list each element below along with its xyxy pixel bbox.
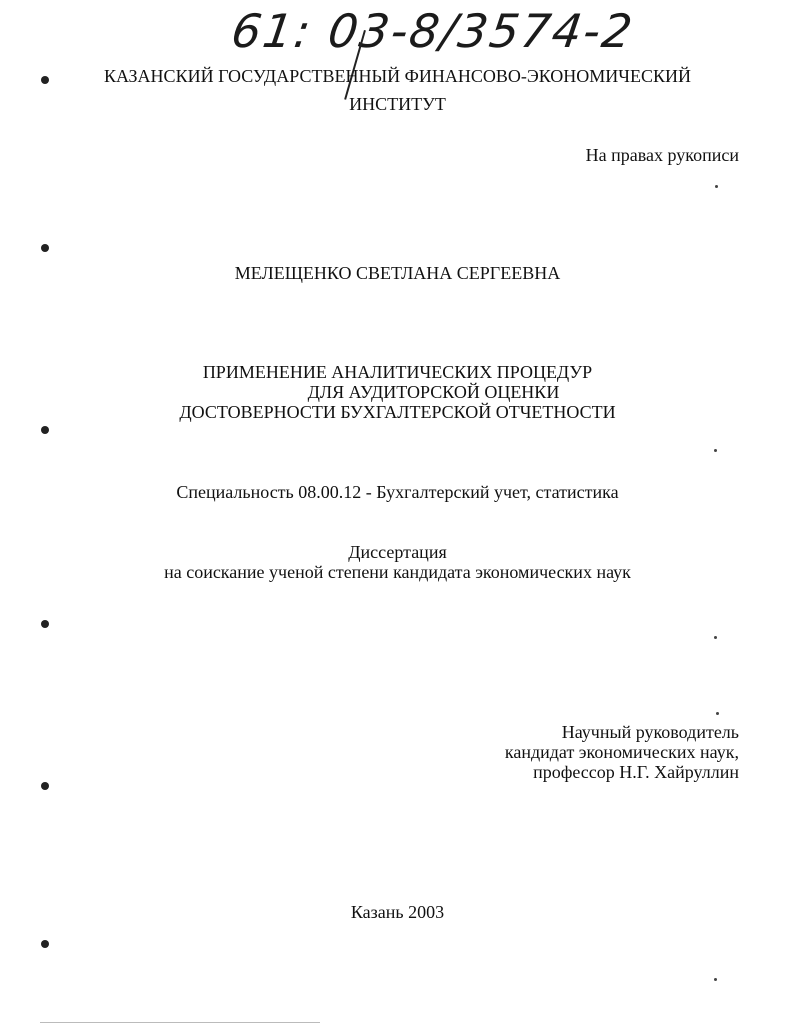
title-line-1: ПРИМЕНЕНИЕ АНАЛИТИЧЕСКИХ ПРОЦЕДУР xyxy=(202,362,593,382)
binding-hole xyxy=(41,782,49,790)
author-name: МЕЛЕЩЕНКО СВЕТЛАНА СЕРГЕЕВНА xyxy=(234,263,561,283)
binding-hole xyxy=(41,620,49,628)
bottom-rule xyxy=(40,1022,320,1023)
institution-line-1: КАЗАНСКИЙ ГОСУДАРСТВЕННЫЙ ФИНАНСОВО-ЭКОНОМИЧЕСКИЙ xyxy=(103,66,692,86)
handwritten-code: 61: 03-8/3574-2 xyxy=(228,4,638,58)
manuscript-note: На правах рукописи xyxy=(585,145,739,165)
binding-hole xyxy=(41,940,49,948)
institution-line-2: ИНСТИТУТ xyxy=(349,94,446,114)
supervisor-line-1: Научный руководитель xyxy=(561,722,739,742)
title-line-2: ДЛЯ АУДИТОРСКОЙ ОЦЕНКИ xyxy=(307,382,560,402)
binding-hole xyxy=(41,244,49,252)
scan-speck xyxy=(714,449,717,452)
supervisor-line-2: кандидат экономических наук, xyxy=(504,742,739,762)
binding-hole xyxy=(41,76,49,84)
supervisor-line-3: профессор Н.Г. Хайруллин xyxy=(533,762,739,782)
title-line-3: ДОСТОВЕРНОСТИ БУХГАЛТЕРСКОЙ ОТЧЕТНОСТИ xyxy=(179,402,616,422)
dissertation-line-2: на соискание ученой степени кандидата экономических наук xyxy=(164,562,631,582)
scan-speck xyxy=(714,636,717,639)
scan-speck xyxy=(715,185,718,188)
dissertation-line-1: Диссертация xyxy=(348,542,447,562)
binding-hole xyxy=(41,426,49,434)
specialty: Специальность 08.00.12 - Бухгалтерский учет, статистика xyxy=(176,482,619,502)
scan-speck xyxy=(716,712,719,715)
scan-speck xyxy=(714,978,717,981)
place-year: Казань 2003 xyxy=(350,902,445,922)
